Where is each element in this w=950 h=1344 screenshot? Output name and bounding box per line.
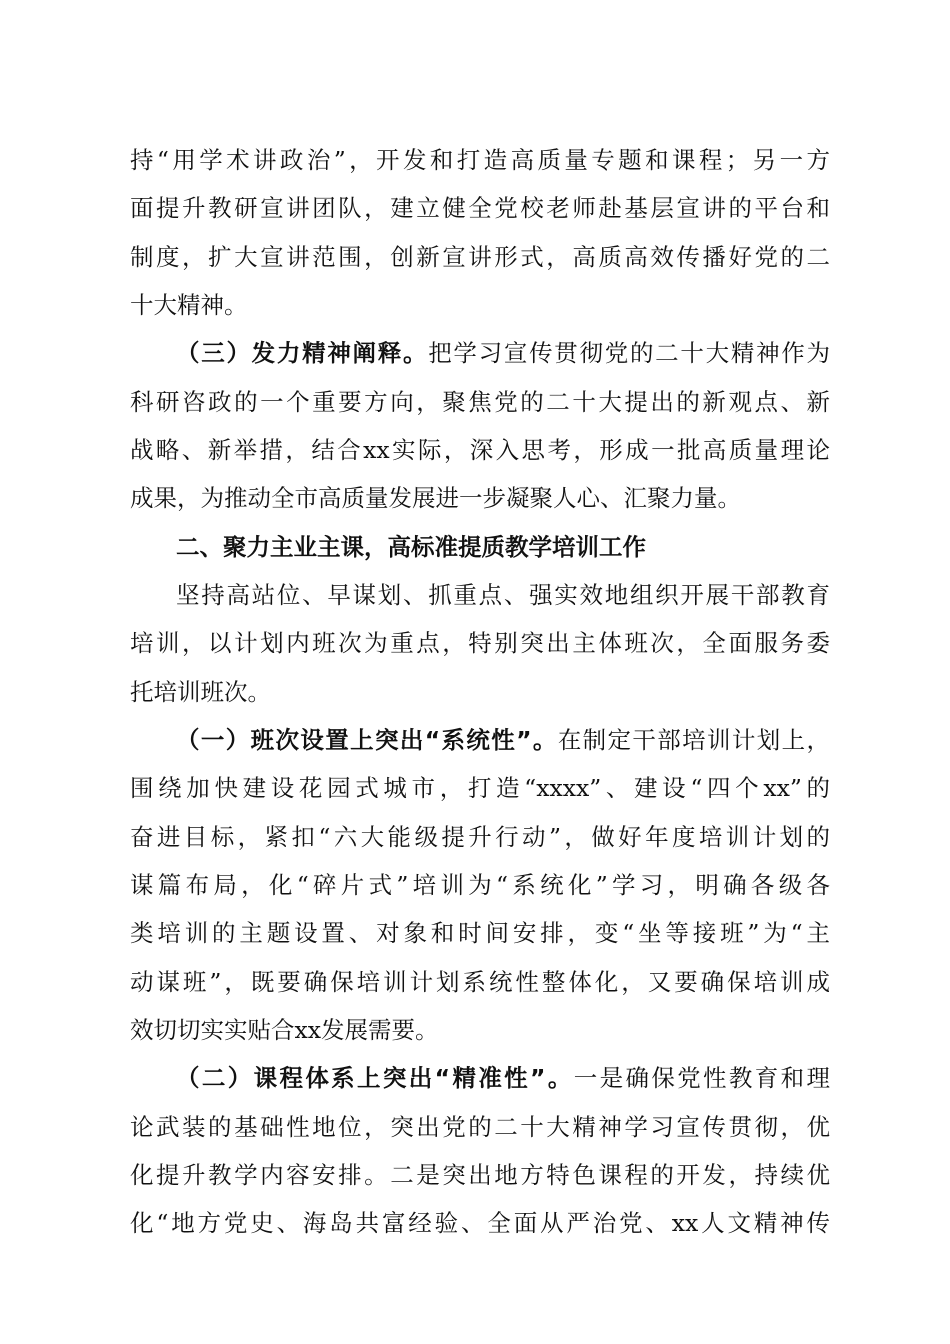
paragraph-first-line bbox=[176, 716, 830, 764]
text-line: 十大精神。 bbox=[130, 291, 248, 319]
subheading-lead: （一）班次设置上突出“系统性”。 bbox=[176, 726, 558, 754]
text-span: 把学习宣传贯彻党的二十大精神作为 bbox=[428, 339, 831, 367]
text-line: 效切切实实贴合xx发展需要。 bbox=[130, 1016, 439, 1044]
paragraph-first-line bbox=[176, 329, 830, 377]
text-line: 奋进目标，紧扣“六大能级提升行动”，做好年度培训计划的 bbox=[130, 823, 830, 851]
paragraph-first-line bbox=[176, 1054, 830, 1102]
text-line: 科研咨政的一个重要方向，聚焦党的二十大提出的新观点、新 bbox=[130, 388, 830, 416]
text-span: 一是确保党性教育和理 bbox=[573, 1064, 831, 1092]
text-line: 成果，为推动全市高质量发展进一步凝聚人心、汇聚力量。 bbox=[130, 484, 741, 512]
text-span: 在制定干部培训计划上， bbox=[557, 726, 831, 754]
text-line: 战略、新举措，结合xx实际，深入思考，形成一批高质量理论 bbox=[130, 436, 830, 464]
text-line: 动谋班”，既要确保培训计划系统性整体化，又要确保培训成 bbox=[130, 968, 830, 996]
text-line: 谋篇布局，化“碎片式”培训为“系统化”学习，明确各级各 bbox=[130, 871, 830, 899]
text-line: 托培训班次。 bbox=[130, 678, 271, 706]
text-line: 面提升教研宣讲团队，建立健全党校老师赴基层宣讲的平台和 bbox=[130, 194, 830, 222]
subheading-lead: （二）课程体系上突出“精准性”。 bbox=[176, 1064, 574, 1092]
text-line: 化“地方党史、海岛共富经验、全面从严治党、xx人文精神传 bbox=[130, 1209, 830, 1237]
text-line: 类培训的主题设置、对象和时间安排，变“坐等接班”为“主 bbox=[130, 919, 830, 947]
text-line: 化提升教学内容安排。二是突出地方特色课程的开发，持续优 bbox=[130, 1161, 830, 1189]
text-line: 持“用学术讲政治”，开发和打造高质量专题和课程；另一方 bbox=[130, 146, 830, 174]
text-line: 坚持高站位、早谋划、抓重点、强实效地组织开展干部教育 bbox=[176, 581, 830, 609]
subheading-lead: （三）发力精神阐释。 bbox=[176, 339, 429, 367]
section-heading: 二、聚力主业主课，高标准提质教学培训工作 bbox=[176, 533, 646, 561]
text-line: 制度，扩大宣讲范围，创新宣讲形式，高质高效传播好党的二 bbox=[130, 243, 830, 271]
text-line: 论武装的基础性地位，突出党的二十大精神学习宣传贯彻，优 bbox=[130, 1113, 830, 1141]
text-line: 培训，以计划内班次为重点，特别突出主体班次，全面服务委 bbox=[130, 629, 830, 657]
text-line: 围绕加快建设花园式城市，打造“xxxx”、建设“四个xx”的 bbox=[130, 774, 830, 802]
